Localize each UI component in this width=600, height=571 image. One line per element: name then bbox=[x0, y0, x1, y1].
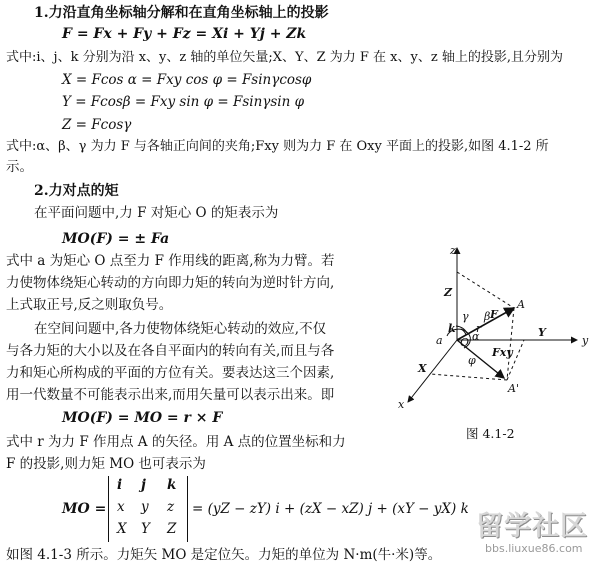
section2-heading: 2.力对点的矩 bbox=[34, 183, 119, 199]
moment-label: MO = bbox=[62, 501, 107, 517]
label-phi: φ bbox=[468, 354, 476, 367]
matrix-cell: y bbox=[141, 499, 149, 515]
matrix-cell: z bbox=[167, 499, 175, 515]
label-F: F bbox=[490, 308, 498, 321]
section1-angle-description: 式中:α、β、γ 为力 F 与各轴正向间的夹角;Fxy 则为力 F 在 Oxy 平面上的投影,如图 4.1-2 所 bbox=[6, 139, 549, 154]
paragraph-line: F 的投影,则力矩 MO 也可表示为 bbox=[6, 456, 206, 472]
label-k: k bbox=[448, 322, 456, 335]
watermark-text: 留学社区 bbox=[476, 511, 588, 542]
label-O: O bbox=[460, 336, 470, 349]
figure-caption: 图 4.1-2 bbox=[466, 426, 515, 441]
section2-intro: 在平面问题中,力 F 对矩心 O 的矩表示为 bbox=[34, 205, 279, 221]
section1-angle-description-end: 示。 bbox=[6, 159, 33, 175]
matrix-cell: k bbox=[167, 477, 177, 493]
label-x-axis: x bbox=[398, 398, 405, 411]
paragraph-line: 在空间问题中,各力使物体绕矩心转动的效应,不仅 bbox=[34, 321, 327, 337]
paragraph-line: 用一代数量不可能表示出来,而用矢量可以表示出来。即 bbox=[6, 387, 335, 403]
label-gamma: γ bbox=[462, 310, 469, 323]
label-X: X bbox=[418, 362, 427, 375]
equation-projection-x: X = Fcos α = Fxy cos φ = Fsinγcosφ bbox=[62, 72, 312, 88]
matrix-cell: Y bbox=[141, 521, 150, 537]
figure-force-projection-diagram bbox=[392, 236, 600, 436]
equation-projection-z: Z = Fcosγ bbox=[62, 117, 132, 133]
matrix-cell: X bbox=[117, 521, 127, 537]
paragraph-line: 与各力矩的大小以及在各自平面内的转向有关,而且与各 bbox=[6, 343, 335, 359]
matrix-cell: i bbox=[117, 477, 123, 493]
label-A-prime: A' bbox=[508, 382, 519, 395]
label-Fxy: Fxy bbox=[492, 346, 513, 359]
paragraph-line: 上式取正号,反之则取负号。 bbox=[6, 297, 173, 313]
label-Z: Z bbox=[444, 286, 453, 299]
paragraph-line: 式中 a 为矩心 O 点至力 F 作用线的距离,称为力臂。若 bbox=[6, 253, 335, 269]
matrix-cell: Z bbox=[167, 521, 177, 537]
label-A: A bbox=[517, 298, 525, 311]
determinant-expansion: = (yZ − zY) i + (zX − xZ) j + (xY − yX) k bbox=[192, 501, 469, 517]
dashed-line bbox=[430, 374, 507, 380]
x-axis bbox=[408, 340, 457, 402]
label-beta: β bbox=[484, 310, 491, 323]
label-r: r bbox=[476, 322, 482, 335]
section1-description: 式中:i、j、k 分别为沿 x、y、z 轴的单位矢量;X、Y、Z 为力 F 在 x、y、z 轴上的投影,且分别为 bbox=[6, 50, 563, 65]
matrix-cell: j bbox=[141, 477, 146, 493]
paragraph-line: 力使物体绕矩心转动的方向即力矩的转向为逆时针方向, bbox=[6, 275, 335, 291]
closing-line: 如图 4.1-3 所示。力矩矢 MO 是定位矢。力矩的单位为 N·m(牛·米)等。 bbox=[6, 547, 442, 563]
determinant-matrix bbox=[108, 476, 188, 542]
label-alpha: α bbox=[472, 330, 480, 343]
matrix-cell: x bbox=[117, 499, 125, 515]
equation-vector-moment: MO(F) = MO = r × F bbox=[62, 410, 223, 426]
equation-plane-moment: MO(F) = ± Fa bbox=[62, 231, 170, 247]
equation-projection-y: Y = Fcosβ = Fxy sin φ = Fsinγsin φ bbox=[62, 94, 305, 110]
section1-heading: 1.力沿直角坐标轴分解和在直角坐标轴上的投影 bbox=[34, 5, 329, 21]
dashed-line bbox=[507, 308, 514, 380]
paragraph-line: 式中 r 为力 F 作用点 A 的矢径。用 A 点的位置坐标和力 bbox=[6, 434, 346, 450]
label-z-axis: z bbox=[450, 244, 456, 257]
watermark-url: bbs.liuxue86.com bbox=[485, 542, 583, 555]
label-Y: Y bbox=[538, 326, 546, 339]
equation-force-decomposition: F = Fx + Fy + Fz = Xi + Yj + Zk bbox=[62, 26, 307, 42]
paragraph-line: 力和矩心所构成的平面的方位有关。要表达这三个因素, bbox=[6, 365, 335, 381]
dashed-line bbox=[457, 272, 514, 308]
label-a: a bbox=[436, 334, 443, 347]
label-y-axis: y bbox=[582, 334, 589, 347]
